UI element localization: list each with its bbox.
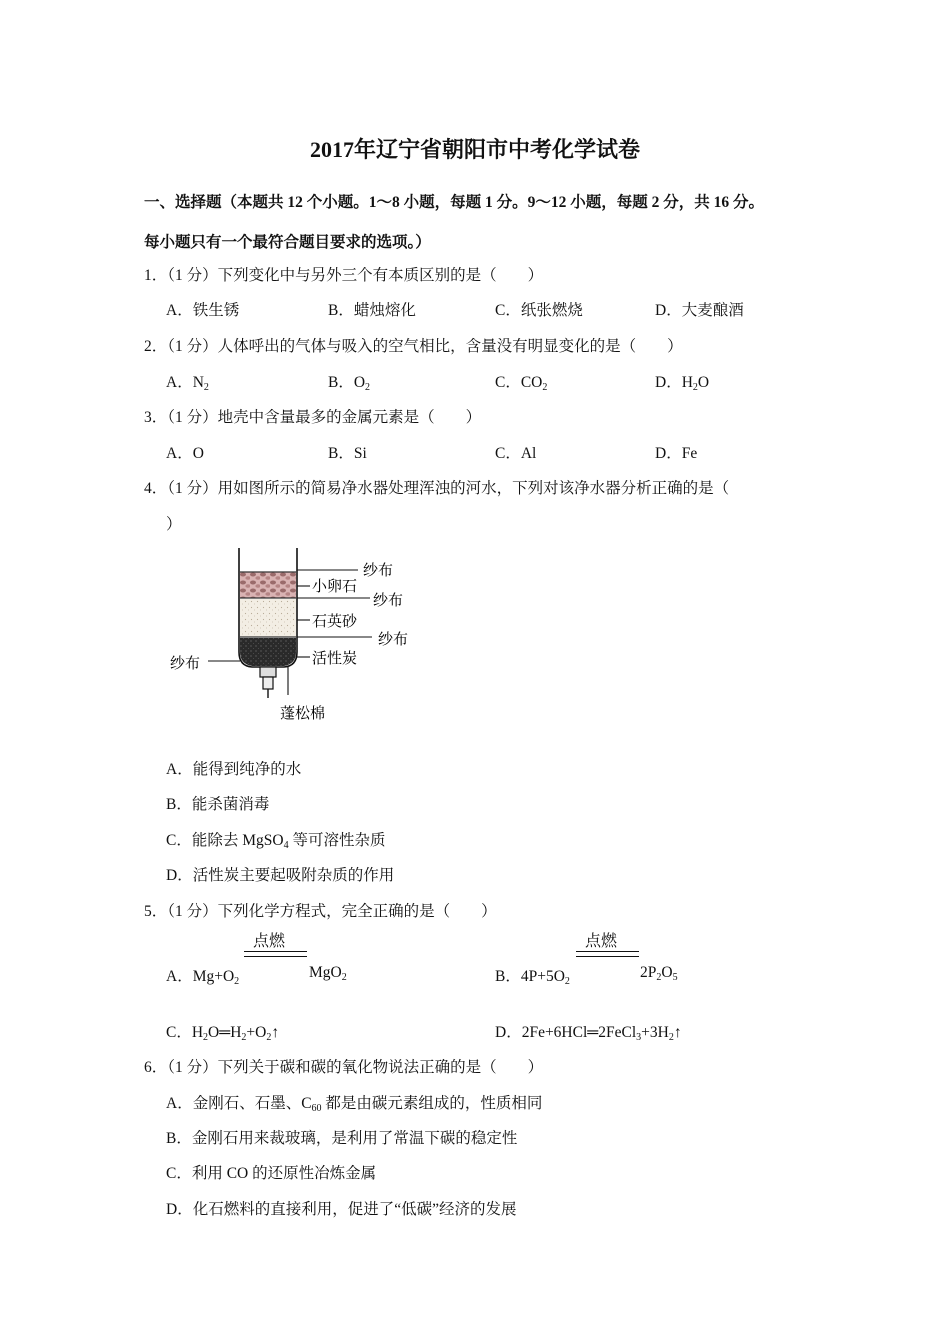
q4-option-a: A．能得到纯净的水 <box>166 761 302 778</box>
q6-option-b: B．金刚石用来裁玻璃，是利用了常温下碳的稳定性 <box>166 1130 518 1147</box>
q3-stem: 3．（1 分）地壳中含量最多的金属元素是（ ） <box>144 409 482 426</box>
page-title: 2017年辽宁省朝阳市中考化学试卷 <box>309 137 640 162</box>
q2-option-d: D．$H_2O$ <box>655 374 710 393</box>
label-gauze-3: 纱布 <box>378 630 409 648</box>
q4-option-b: B．能杀菌消毒 <box>166 796 270 813</box>
q5-option-b-rhs: $2P_2O_5$ <box>640 964 678 983</box>
q5-equation-bar-b <box>576 951 639 957</box>
q2-option-a: A．$N_2$ <box>166 374 209 393</box>
q1-stem: 1．（1 分）下列变化中与另外三个有本质区别的是（ ） <box>144 267 544 284</box>
q6-stem: 6．（1 分）下列关于碳和碳的氧化物说法正确的是（ ） <box>144 1059 544 1076</box>
q3-option-c: C．Al <box>495 445 537 462</box>
q5-option-d: D．$2Fe+6HCl═2FeCl_3+3H_2↑$ <box>495 1024 682 1043</box>
q5-condition-b: 点燃 <box>585 931 618 950</box>
section-heading-line1: 一、选择题（本题共 12 个小题。1～8 小题，每题 1 分。9～12 小题，每题 2 分，共 16 分。 <box>144 194 765 211</box>
q4-stem-line2: ） <box>166 516 182 533</box>
q6-option-a: A．金刚石、石墨、$C_{60}$ 都是由碳元素组成的，性质相同 <box>166 1095 543 1114</box>
q5-option-b-lhs: B．$4P+5O_2$ <box>495 968 570 987</box>
q2-stem: 2．（1 分）人体呼出的气体与吸入的空气相比，含量没有明显变化的是（ ） <box>144 338 683 355</box>
label-gauze-left: 纱布 <box>170 654 201 672</box>
q5-option-c: C．$H_2O═H_2+O_2↑$ <box>166 1024 280 1043</box>
q4-option-c: C．能除去 MgSO$_4$ 等可溶性杂质 <box>166 832 386 851</box>
label-cotton: 蓬松棉 <box>280 704 326 722</box>
q1-option-d: D．大麦酿酒 <box>655 302 744 319</box>
q2-option-b: B．$O_2$ <box>328 374 371 393</box>
q3-option-a: A．O <box>166 445 204 462</box>
label-gauze-top: 纱布 <box>363 561 394 579</box>
q2-option-c: C．$CO_2$ <box>495 374 548 393</box>
q1-option-a: A．铁生锈 <box>166 302 240 319</box>
q4-stem-line1: 4．（1 分）用如图所示的简易净水器处理浑浊的河水，下列对该净水器分析正确的是（ <box>144 480 730 497</box>
pebble-layer <box>240 572 296 598</box>
q5-option-a-lhs: A．$Mg+O_2$ <box>166 968 240 987</box>
section-heading-line2: 每小题只有一个最符合题目要求的选项。） <box>144 234 431 251</box>
q3-option-b: B．Si <box>328 445 367 462</box>
q6-option-d: D．化石燃料的直接利用，促进了“低碳”经济的发展 <box>166 1201 517 1218</box>
q4-option-d: D．活性炭主要起吸附杂质的作用 <box>166 867 395 884</box>
q5-condition-a: 点燃 <box>253 931 286 950</box>
q6-option-c: C．利用 CO 的还原性冶炼金属 <box>166 1165 377 1182</box>
q5-equation-bar-a <box>244 951 307 957</box>
q5-stem: 5．（1 分）下列化学方程式，完全正确的是（ ） <box>144 903 497 920</box>
cotton-plug <box>260 667 276 677</box>
q1-option-b: B．蜡烛熔化 <box>328 302 416 319</box>
q3-option-d: D．Fe <box>655 445 698 462</box>
activated-carbon-layer <box>240 638 296 666</box>
label-quartz: 石英砂 <box>312 612 358 630</box>
quartz-sand-layer <box>240 599 296 637</box>
label-gauze-2: 纱布 <box>373 591 404 609</box>
water-filter-figure <box>160 540 430 730</box>
q1-option-c: C．纸张燃烧 <box>495 302 583 319</box>
label-carbon: 活性炭 <box>312 649 358 667</box>
q5-option-a-rhs: MgO$_2$ <box>309 964 347 983</box>
label-pebble: 小卵石 <box>312 577 358 595</box>
